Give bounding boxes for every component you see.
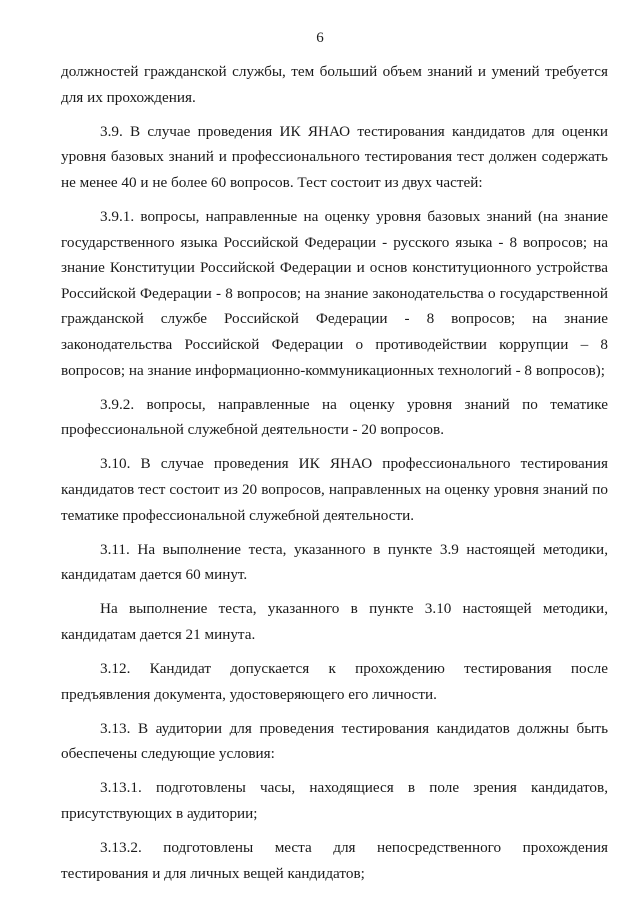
paragraph-3-9-1: 3.9.1. вопросы, направленные на оценку уровня базовых знаний (на знание государственного языка Российской Федерации - русского языка - 8 вопросов; на знание Конституции Российской Федерации и основ конституционного устройства Российской Федерации - 8 вопросов; на знание законодательства о государственной гражданской службе Российской Федерации - 8 вопросов; на знание законодательства Российской Федерации о противодействии коррупции – 8 вопросов; на знание информационно-коммуникационных технологий - 8 вопросов); xyxy=(61,207,608,379)
paragraph-3-13: 3.13. В аудитории для проведения тестирования кандидатов должны быть обеспечены следующие условия: xyxy=(61,719,608,763)
paragraph-3-11-second: На выполнение теста, указанного в пункте 3.10 настоящей методики, кандидатам дается 21 минута. xyxy=(61,600,608,643)
document-body xyxy=(61,59,608,895)
paragraph-3-13-2: 3.13.2. подготовлены места для непосредственного прохождения тестирования и для личных вещей кандидатов; xyxy=(61,839,608,882)
paragraph-3-10: 3.10. В случае проведения ИК ЯНАО профессионального тестирования кандидатов тест состоит из 20 вопросов, направленных на оценку уровня знаний по тематике профессиональной служебной деятельности. xyxy=(61,455,608,524)
paragraph-3-13-1: 3.13.1. подготовлены часы, находящиеся в поле зрения кандидатов, присутствующих в аудитории; xyxy=(61,779,608,822)
paragraph-3-9-2: 3.9.2. вопросы, направленные на оценку уровня знаний по тематике профессиональной служебной деятельности - 20 вопросов. xyxy=(61,395,608,439)
page-number: 6 xyxy=(316,30,324,46)
paragraph-continuation: должностей гражданской службы, тем больший объем знаний и умений требуется для их прохождения. xyxy=(61,63,608,106)
paragraph-3-12: 3.12. Кандидат допускается к прохождению тестирования после предъявления документа, удостоверяющего его личности. xyxy=(61,659,608,703)
paragraph-3-11: 3.11. На выполнение теста, указанного в пункте 3.9 настоящей методики, кандидатам дается 60 минут. xyxy=(61,540,608,584)
paragraph-3-9: 3.9. В случае проведения ИК ЯНАО тестирования кандидатов для оценки уровня базовых знаний и профессионального тестирования тест должен содержать не менее 40 и не более 60 вопросов. Тест состоит из двух частей: xyxy=(61,122,608,191)
